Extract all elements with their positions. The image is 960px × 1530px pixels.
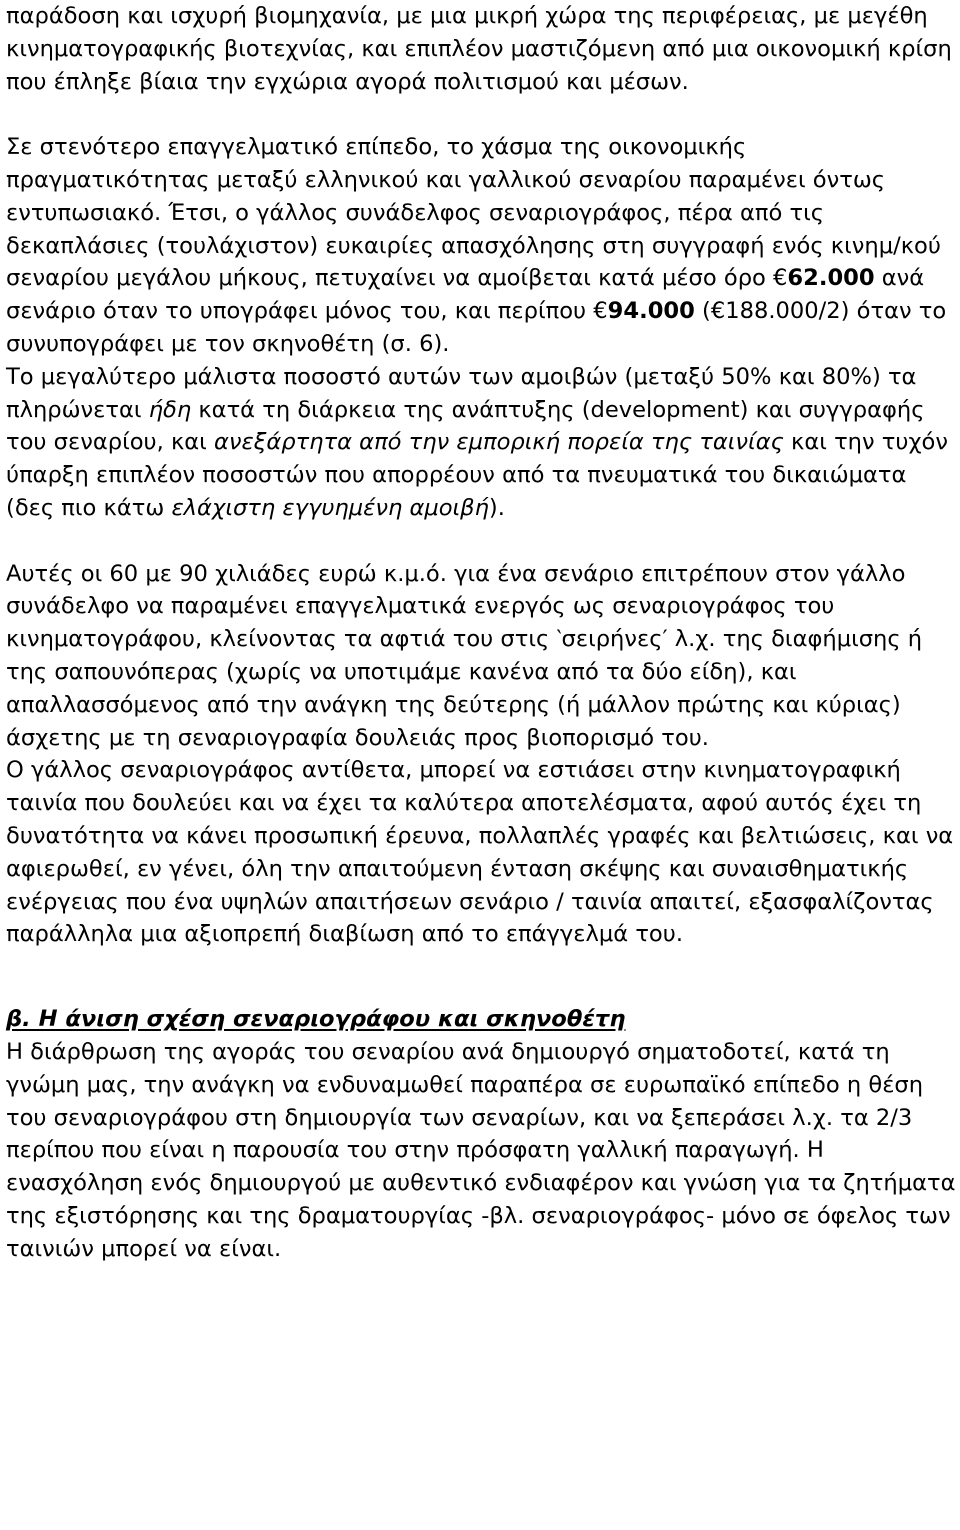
euro-sign: € — [593, 298, 608, 325]
paragraph-text: Σε στενότερο επαγγελματικό επίπεδο, το χάσμα της οικονομικής πραγματικότητας μεταξύ ελληνικού και γαλλικού σεναρίου παραμένει όντως εντυπωσιακό. Έτσι, ο γάλλος συνάδελφος σεναριογράφος, πέρα από τις δεκαπλάσιες (τουλάχιστον) ευκαιρίες απασχόλησης στη συγγραφή ενός κινημ/κού σεναρίου μεγάλου μήκους, πετυχαίνει να αμοίβεται κατά μέσο όρο — [6, 134, 941, 292]
paragraph-french-writer — [6, 754, 956, 951]
paragraph-professional-focus — [6, 558, 956, 755]
paragraph-text: ( — [694, 298, 711, 325]
paragraph-market-structure — [6, 1036, 956, 1266]
paragraph-text: Αυτές οι 60 με 90 χιλιάδες ευρώ κ.μ.ό. για ένα σενάριο επιτρέπουν στον γάλλο συνάδελφο να παραμένει επαγγελματικά ενεργός ως σεναριογράφος του κινηματογράφου, κλείνοντας τα αφτιά του στις ‵σειρήνες′ λ.χ. της διαφήμισης ή της σαπουνόπερας (χωρίς να υποτιμάμε κανένα από τα δύο είδη), και απαλλασσόμενος από την ανάγκη της δεύτερης (ή μάλλον πρώτης και κύριας) άσχετης με τη σεναριογραφία δουλειάς προς βιοπορισμό του. — [6, 560, 923, 751]
paragraph-text: Η διάρθρωση της αγοράς του σεναρίου ανά δημιουργό σηματοδοτεί, κατά τη γνώμη μας, την ανάγκη να ενδυναμωθεί παραπέρα σε ευρωπαϊκό επίπεδο η θέση του σεναριογράφου στη δημιουργία των σεναρίων, και να ξεπεράσει λ.χ. τα 2/3 περίπου που είναι η παρουσία του στην πρόσφατη γαλλική παραγωγή. Η ενασχόληση ενός δημιουργού με αυθεντικό ενδιαφέρον και γνώση για τα ζητήματα της εξιστόρησης και της δραματουργίας -βλ. σεναριογράφος- μόνο σε όφελος των ταινιών μπορεί να είναι. — [6, 1038, 956, 1262]
paragraph-text: παράδοση και ισχυρή βιομηχανία, με μια μικρή χώρα της περιφέρειας, με μεγέθη κινηματογραφικής βιοτεχνίας, και επιπλέον μαστιζόμενη από μια οικονομική κρίση που έπληξε βίαια την εγχώρια αγορά πολιτισμού και μέσων. — [6, 3, 952, 95]
paragraph-text: ανά σενάριο όταν το υπογράφει μόνος του, και περίπου — [6, 265, 925, 325]
paragraph-market-context — [6, 0, 956, 98]
paragraph-payment-timing — [6, 361, 956, 525]
euro-sign: € — [710, 298, 726, 325]
emphasis-text: ανεξάρτητα από την εμπορική πορεία της ταινίας — [214, 429, 784, 456]
section-heading: β. Η άνιση σχέση σεναριογράφου και σκηνοθέτη — [6, 1006, 626, 1033]
paragraph-text: 188.000/2) όταν το συνυπογράφει με τον σκηνοθέτη (σ. 6). — [6, 298, 947, 357]
paragraph-income-gap — [6, 131, 956, 361]
emphasis-text: ήδη — [148, 396, 192, 423]
emphasis-text: ελάχιστη εγγυημένη αμοιβή — [171, 494, 489, 521]
amount-solo: 62.000 — [787, 265, 875, 292]
paragraph-text: και την τυχόν ύπαρξη επιπλέον ποσοστών που απορρέουν από τα πνευματικά του δικαιώματα (δες πιο κάτω — [6, 429, 948, 521]
paragraph-text: κατά τη διάρκεια της ανάπτυξης (development) και συγγραφής του σεναρίου, και — [6, 396, 925, 456]
euro-sign: € — [773, 265, 788, 292]
paragraph-text: Ο γάλλος σεναριογράφος αντίθετα, μπορεί να εστιάσει στην κινηματογραφική ταινία που δουλεύει και να έχει τα καλύτερα αποτελέσματα, αφού αυτός έχει τη δυνατότητα να κάνει προσωπική έρευνα, πολλαπλές γραφές και βελτιώσεις, και να αφιερωθεί, εν γένει, όλη την απαιτούμενη ένταση σκέψης και συναισθηματικής ενέργειας που ένα υψηλών απαιτήσεων σενάριο / ταινία απαιτεί, εξασφαλίζοντας παράλληλα μια αξιοπρεπή διαβίωση από το επάγγελμά του. — [6, 757, 954, 948]
paragraph-spacer — [6, 98, 956, 131]
paragraph-text: ). — [488, 494, 505, 521]
amount-cowritten: 94.000 — [607, 298, 695, 325]
paragraph-spacer — [6, 525, 956, 558]
paragraph-text: Το μεγαλύτερο μάλιστα ποσοστό αυτών των αμοιβών (μεταξύ 50% και 80%) τα πληρώνεται — [6, 363, 917, 423]
document-body — [6, 0, 956, 1265]
section-spacer — [6, 951, 956, 1003]
